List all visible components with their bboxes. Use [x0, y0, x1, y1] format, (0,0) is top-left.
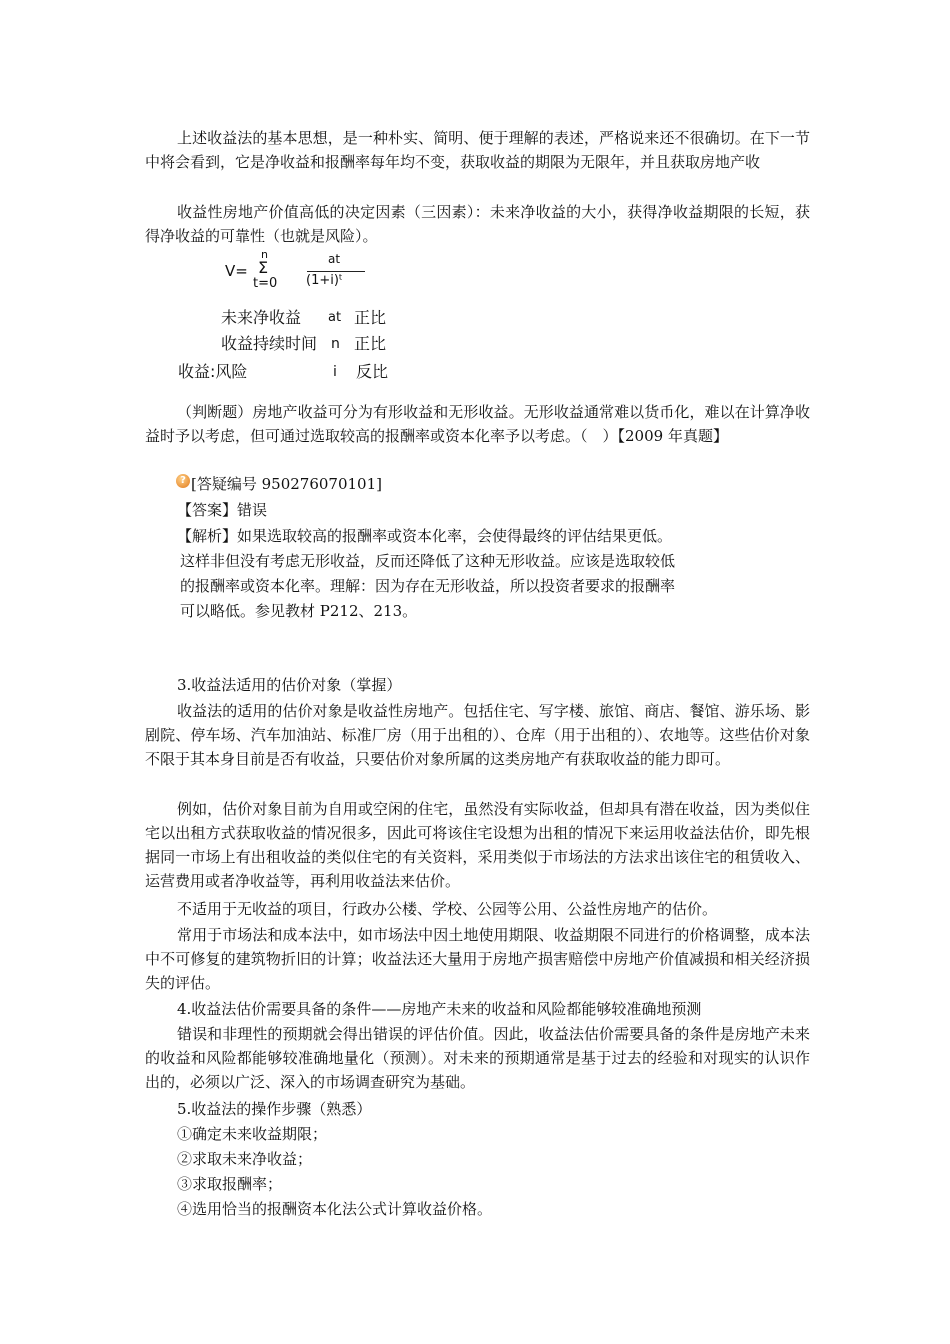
factor-symbol: at: [328, 310, 342, 325]
analysis-line: 【解析】如果选取较高的报酬率或资本化率，会使得最终的评估结果更低。: [177, 527, 673, 545]
sigma-symbol: Σ: [258, 258, 269, 277]
formula-lower-limit: t=0: [253, 276, 278, 291]
analysis-line: 这样非但没有考虑无形收益，反而还降低了这种无形收益。应该是选取较低: [180, 552, 676, 570]
answer-text: 【答案】错误: [177, 501, 268, 519]
qa-number-link[interactable]: [答疑编号 950276070101]: [191, 475, 382, 493]
step-item: ④选用恰当的报酬资本化法公式计算收益价格。: [177, 1200, 493, 1218]
formula-lhs: V=: [225, 262, 248, 280]
section-3-title: 3.收益法适用的估价对象（掌握）: [177, 676, 402, 694]
section-3-usage: 常用于市场法和成本法中，如市场法中因土地使用期限、收益期限不同进行的价格调整，成本法中不可修复的建筑物折旧的计算；收益法还大量用于房地产损害赔偿中房地产价值减损和相关经济损失的评估。: [145, 926, 810, 992]
section-3-example: 例如，估价对象目前为自用或空闲的住宅，虽然没有实际收益，但却具有潜在收益，因为类似住宅以出租方式获取收益的情况很多，因此可将该住宅设想为出租的情况下来运用收益法估价，即先根据同一市场上有出租收益的类似住宅的有关资料，采用类似于市场法的方法求出该住宅的租赁收入、运营费用或者净收益等，再利用收益法来估价。: [145, 800, 810, 890]
factor-symbol: i: [333, 364, 337, 380]
fraction-bar: [307, 271, 365, 272]
section-4-title: 4.收益法估价需要具备的条件——房地产未来的收益和风险都能够较准确地预测: [177, 1000, 702, 1018]
factor-relation: 正比: [354, 334, 387, 353]
formula-numerator: at: [328, 252, 341, 266]
analysis-line: 的报酬率或资本化率。理解：因为存在无形收益，所以投资者要求的报酬率: [180, 577, 676, 595]
valuation-formula: [220, 248, 420, 300]
analysis-line: 可以略低。参见教材 P212、213。: [180, 602, 418, 620]
section-4-paragraph: 错误和非理性的预期就会得出错误的评估价值。因此，收益法估价需要具备的条件是房地产未来的收益和风险都能够较准确地量化（预测）。对未来的预期通常是基于过去的经验和对现实的认识作出的，必须以广泛、深入的市场调查研究为基础。: [145, 1025, 810, 1091]
formula-denominator: (1+i)ᵗ: [306, 273, 343, 288]
section-3-not-applicable: 不适用于无收益的项目，行政办公楼、学校、公园等公用、公益性房地产的估价。: [177, 900, 718, 918]
factor-label: 收益:风险: [178, 362, 248, 381]
factor-label: 未来净收益: [221, 308, 302, 327]
paragraph-three-factors: 收益性房地产价值高低的决定因素（三因素）：未来净收益的大小，获得净收益期限的长短，获得净收益的可靠性（也就是风险）。: [145, 203, 810, 245]
factor-symbol: n: [331, 336, 340, 352]
step-item: ①确定未来收益期限；: [177, 1125, 328, 1143]
factor-relation: 反比: [356, 362, 389, 381]
step-item: ③求取报酬率；: [177, 1175, 283, 1193]
factor-label: 收益持续时间: [221, 334, 318, 353]
step-item: ②求取未来净收益；: [177, 1150, 313, 1168]
formula-upper-limit: n: [261, 248, 268, 261]
question-mark-icon[interactable]: ?: [176, 474, 190, 488]
section-3-paragraph: 收益法的适用的估价对象是收益性房地产。包括住宅、写字楼、旅馆、商店、餐馆、游乐场、影剧院、停车场、汽车加油站、标准厂房（用于出租的）、仓库（用于出租的）、农地等。这些估价对象不限于其本身目前是否有收益，只要估价对象所属的这类房地产有获取收益的能力即可。: [145, 702, 810, 768]
factor-relation: 正比: [354, 308, 387, 327]
paragraph-basic-idea: 上述收益法的基本思想，是一种朴实、简明、便于理解的表述，严格说来还不很确切。在下一节中将会看到，它是净收益和报酬率每年均不变，获取收益的期限为无限年，并且获取房地产收: [145, 129, 810, 171]
section-5-title: 5.收益法的操作步骤（熟悉）: [177, 1100, 372, 1118]
question-text: （判断题）房地产收益可分为有形收益和无形收益。无形收益通常难以货币化，难以在计算净收益时予以考虑，但可通过选取较高的报酬率或资本化率予以考虑。（ ）【2009 年真题】: [145, 403, 810, 445]
